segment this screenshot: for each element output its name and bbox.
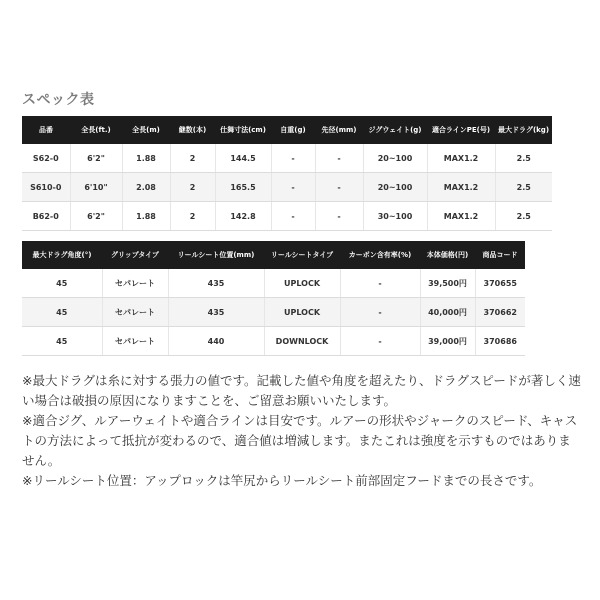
- cell-max-drag: 2.5: [495, 202, 552, 231]
- col-header-grip-type: グリップタイプ: [102, 241, 168, 269]
- cell-product-code: 370686: [475, 327, 525, 356]
- cell-line-pe: MAX1.2: [427, 173, 495, 202]
- table-row: [22, 173, 552, 202]
- spec-table-secondary: [22, 241, 525, 356]
- cell-grip-type: セパレート: [102, 327, 168, 356]
- col-header-reel-seat-position: リールシート位置(mm): [168, 241, 264, 269]
- col-header-model: 品番: [22, 116, 70, 144]
- cell-length-m: 1.88: [122, 144, 170, 173]
- cell-line-pe: MAX1.2: [427, 144, 495, 173]
- cell-line-pe: MAX1.2: [427, 202, 495, 231]
- cell-weight: -: [271, 202, 315, 231]
- cell-pieces: 2: [170, 202, 215, 231]
- spec-notes: [22, 371, 582, 491]
- spec-table-main: [22, 116, 552, 231]
- note-jig-line: ※適合ジグ、ルアーウェイトや適合ラインは目安です。ルアーの形状やジャークのスピード、キャストの方法によって抵抗が変わるので、適合値は増減します。またこれは強度を示すものではありません。: [22, 413, 578, 468]
- cell-pieces: 2: [170, 173, 215, 202]
- cell-reel-seat-position: 435: [168, 298, 264, 327]
- cell-tip-diameter: -: [315, 202, 363, 231]
- cell-jig-weight: 20~100: [363, 173, 427, 202]
- cell-max-drag-angle: 45: [22, 327, 102, 356]
- cell-tip-diameter: -: [315, 173, 363, 202]
- col-header-price: 本体価格(円): [420, 241, 475, 269]
- cell-jig-weight: 20~100: [363, 144, 427, 173]
- col-header-tip-diameter: 先径(mm): [315, 116, 363, 144]
- cell-reel-seat-position: 435: [168, 269, 264, 298]
- cell-model: S62-0: [22, 144, 70, 173]
- cell-closed-length: 142.8: [215, 202, 271, 231]
- col-header-closed-length: 仕舞寸法(cm): [215, 116, 271, 144]
- cell-max-drag: 2.5: [495, 173, 552, 202]
- col-header-max-drag-angle: 最大ドラグ角度(°): [22, 241, 102, 269]
- cell-grip-type: セパレート: [102, 269, 168, 298]
- note-reel-seat: ※リールシート位置：アップロックは竿尻からリールシート前部固定フードまでの長さです。: [22, 473, 542, 488]
- cell-tip-diameter: -: [315, 144, 363, 173]
- col-header-reel-seat-type: リールシートタイプ: [264, 241, 340, 269]
- cell-jig-weight: 30~100: [363, 202, 427, 231]
- cell-pieces: 2: [170, 144, 215, 173]
- cell-closed-length: 144.5: [215, 144, 271, 173]
- col-header-weight: 自重(g): [271, 116, 315, 144]
- cell-max-drag-angle: 45: [22, 298, 102, 327]
- table-row: [22, 298, 525, 327]
- cell-model: B62-0: [22, 202, 70, 231]
- cell-reel-seat-position: 440: [168, 327, 264, 356]
- col-header-carbon-content: カーボン含有率(%): [340, 241, 420, 269]
- cell-max-drag: 2.5: [495, 144, 552, 173]
- col-header-length-m: 全長(m): [122, 116, 170, 144]
- cell-carbon-content: -: [340, 327, 420, 356]
- col-header-max-drag: 最大ドラグ(kg): [495, 116, 552, 144]
- cell-carbon-content: -: [340, 298, 420, 327]
- cell-price: 39,500円: [420, 269, 475, 298]
- col-header-line-pe: 適合ラインPE(号): [427, 116, 495, 144]
- cell-weight: -: [271, 144, 315, 173]
- cell-product-code: 370662: [475, 298, 525, 327]
- col-header-pieces: 継数(本): [170, 116, 215, 144]
- spec-table-main-header: [22, 116, 552, 144]
- table-row: [22, 144, 552, 173]
- cell-weight: -: [271, 173, 315, 202]
- cell-length-ft: 6'10": [70, 173, 122, 202]
- cell-grip-type: セパレート: [102, 298, 168, 327]
- cell-reel-seat-type: UPLOCK: [264, 298, 340, 327]
- cell-model: S610-0: [22, 173, 70, 202]
- cell-length-ft: 6'2": [70, 144, 122, 173]
- table-row: [22, 269, 525, 298]
- cell-length-ft: 6'2": [70, 202, 122, 231]
- table-row: [22, 327, 525, 356]
- col-header-product-code: 商品コード: [475, 241, 525, 269]
- cell-reel-seat-type: UPLOCK: [264, 269, 340, 298]
- col-header-jig-weight: ジグウェイト(g): [363, 116, 427, 144]
- cell-product-code: 370655: [475, 269, 525, 298]
- cell-price: 40,000円: [420, 298, 475, 327]
- cell-closed-length: 165.5: [215, 173, 271, 202]
- note-drag: ※最大ドラグは糸に対する張力の値です。記載した値や角度を超えたり、ドラグスピードが著しく速い場合は破損の原因になりますことを、ご留意お願いいたします。: [22, 373, 581, 408]
- cell-max-drag-angle: 45: [22, 269, 102, 298]
- cell-carbon-content: -: [340, 269, 420, 298]
- table-row: [22, 202, 552, 231]
- cell-price: 39,000円: [420, 327, 475, 356]
- col-header-length-ft: 全長(ft.): [70, 116, 122, 144]
- cell-reel-seat-type: DOWNLOCK: [264, 327, 340, 356]
- cell-length-m: 2.08: [122, 173, 170, 202]
- cell-length-m: 1.88: [122, 202, 170, 231]
- spec-table-title: スペック表: [22, 92, 95, 108]
- spec-table-secondary-header: [22, 241, 525, 269]
